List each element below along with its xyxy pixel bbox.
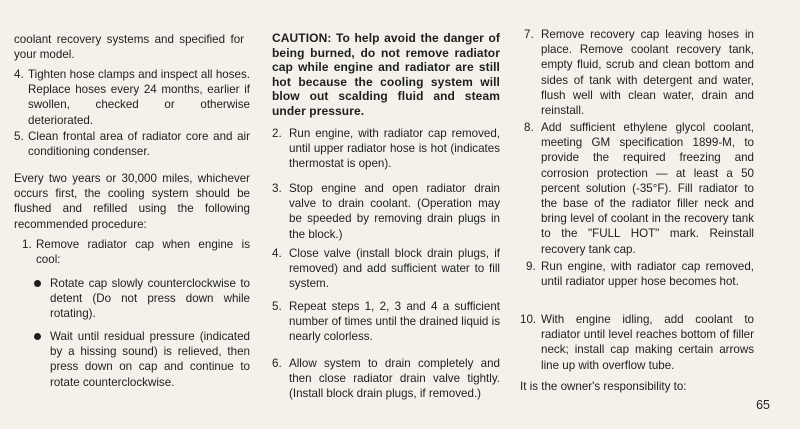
step-8-add-coolant	[520, 120, 754, 257]
page-number: 65	[756, 398, 770, 412]
step-text: Allow system to drain completely and then close radiator drain valve tightly. (Install block drain plugs, if removed.)	[289, 357, 500, 401]
step-text: Tighten hose clamps and inspect all hoses. Replace hoses every 24 months, earlier if swollen, checked or otherwise deteriorated.	[28, 68, 250, 127]
step-number: 8.	[524, 121, 534, 134]
step-5-repeat	[272, 299, 500, 345]
step-6-drain-completely	[272, 356, 500, 402]
intro-text: coolant recovery systems and specified for your model.	[14, 33, 244, 62]
step-number: 9.	[526, 260, 536, 273]
caution-warning: CAUTION: To help avoid the danger of being burned, do not remove radiator cap while engine and radiator are still hot because the cooling system will blow out scalding fluid and steam under pressure.	[272, 31, 500, 118]
step-9-run-engine	[520, 259, 754, 289]
step-text: Remove recovery cap leaving hoses in place. Remove coolant recovery tank, empty fluid, scrub and clean bottom and sides of tank with detergent and water, flush well with clean water, drain and reinstall.	[541, 28, 754, 118]
step-text: Clean frontal area of radiator core and air conditioning condenser.	[28, 130, 250, 159]
step-text: Remove radiator cap when engine is cool:	[36, 238, 250, 267]
bullet-wait-pressure	[34, 329, 250, 390]
step-number: 1.	[22, 238, 32, 251]
step-text: Close valve (install block drain plugs, if removed) and add sufficient water to fill system.	[289, 247, 500, 291]
step-text: With engine idling, add coolant to radiator until level reaches bottom of filler neck; install cap making certain arrows line up with overflow tube.	[541, 313, 754, 372]
owner-responsibility: It is the owner's responsibility to:	[520, 380, 687, 393]
step-1-remove-cap	[14, 237, 250, 267]
step-4-hose-clamps	[14, 67, 250, 128]
step-number: 3.	[272, 182, 282, 195]
flush-paragraph: Every two years or 30,000 miles, whichever occurs first, the cooling system should be flushed and refilled using the following recommended procedure:	[14, 172, 250, 231]
step-text: Add sufficient ethylene glycol coolant, meeting GM specification 1899-M, to provide the required freezing and corrosion protection — at least a 50 percent solution (-35°F). Fill radiator to the base of the radiator filler neck and bring level of coolant in the recovery tank to the "FULL HOT" mark. Reinstall recovery tank cap.	[541, 121, 754, 256]
step-number: 4.	[14, 68, 24, 81]
step-10-idle-add-coolant	[520, 312, 754, 373]
step-text: Run engine, with radiator cap removed, until radiator upper hose becomes hot.	[541, 260, 754, 289]
bullet-text: Rotate cap slowly counterclockwise to detent (Do not press down while rotating).	[50, 277, 250, 321]
step-number: 2.	[272, 127, 282, 140]
step-text: Repeat steps 1, 2, 3 and 4 a sufficient number of times until the drained liquid is nearly colorless.	[289, 300, 500, 344]
step-3-drain-coolant	[272, 181, 500, 242]
step-number: 4.	[272, 247, 282, 260]
step-number: 5.	[14, 130, 24, 143]
step-text: Run engine, with radiator cap removed, until upper radiator hose is hot (indicates thermostat is open).	[289, 127, 500, 171]
step-7-recovery-tank	[520, 27, 754, 118]
bullet-icon	[34, 280, 41, 287]
step-number: 5.	[272, 300, 282, 313]
step-number: 7.	[524, 28, 534, 41]
step-text: Stop engine and open radiator drain valve to drain coolant. (Operation may be speeded by removing drain plugs in the block.)	[289, 182, 500, 241]
step-number: 6.	[272, 357, 282, 370]
bullet-rotate-cap	[34, 276, 250, 322]
step-2-run-engine	[272, 126, 500, 172]
bullet-icon	[34, 333, 41, 340]
bullet-text: Wait until residual pressure (indicated by a hissing sound) is relieved, then press down on cap and continue to rotate counterclockwise.	[50, 330, 250, 389]
step-5-clean-frontal	[14, 129, 250, 159]
step-number: 10.	[520, 313, 537, 326]
step-4-close-valve	[272, 246, 500, 292]
